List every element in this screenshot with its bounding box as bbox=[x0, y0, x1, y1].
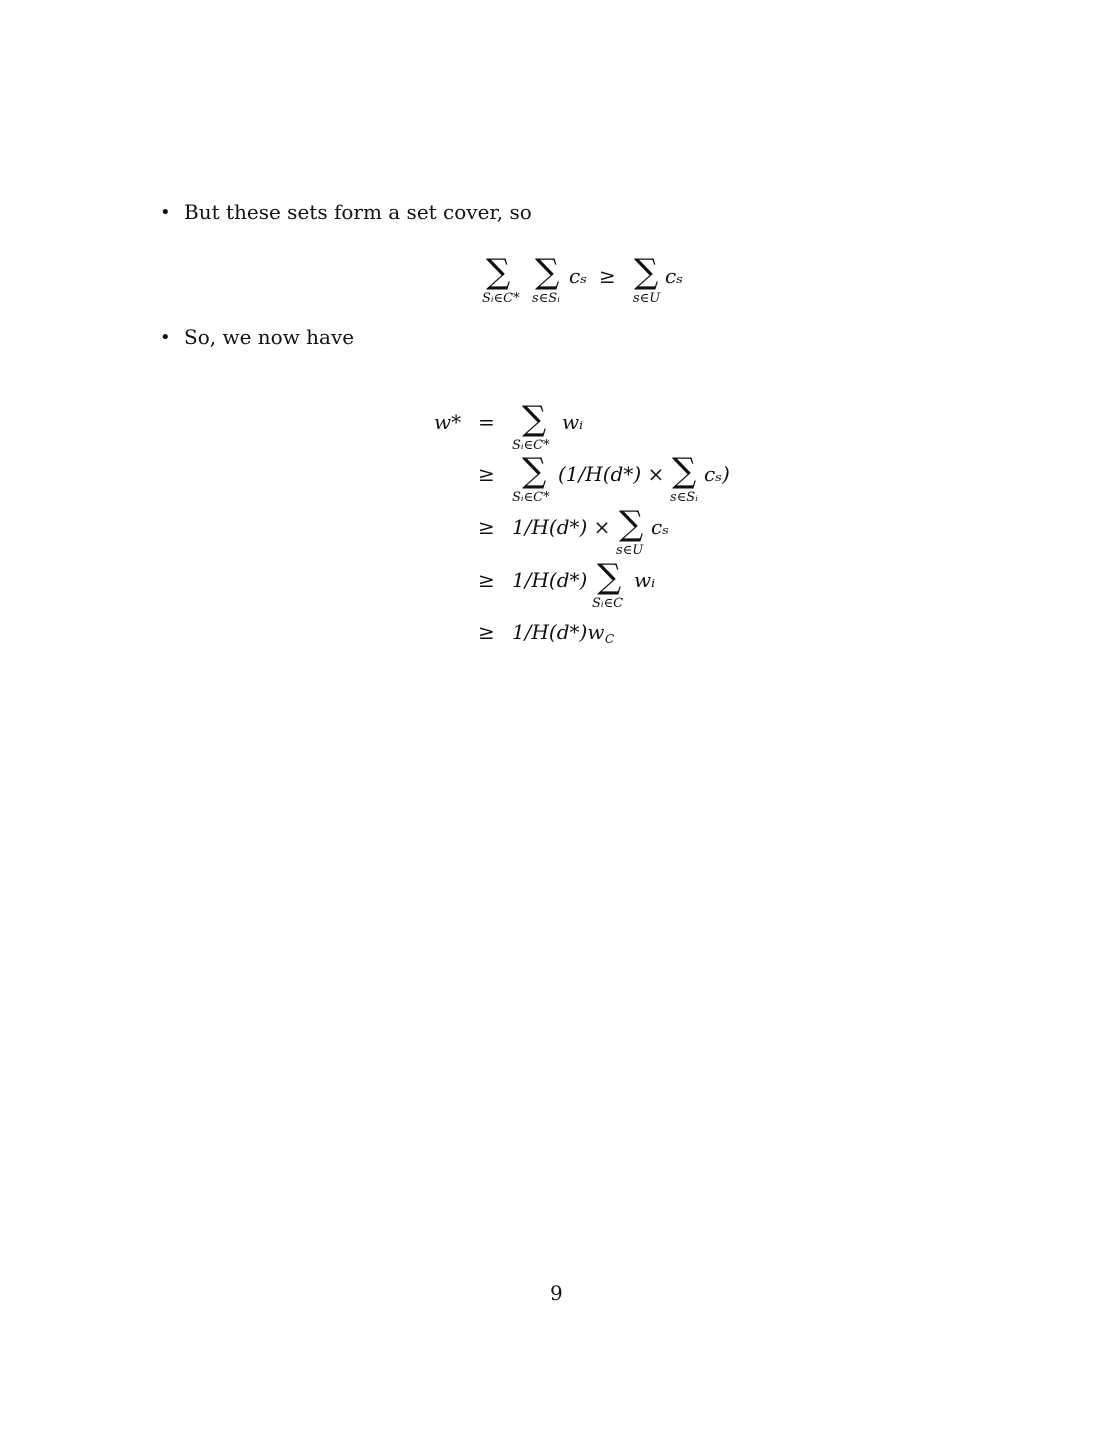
sum-subscript: s∈Sᵢ bbox=[532, 291, 560, 306]
bullet-text: But these sets form a set cover, so bbox=[184, 200, 532, 224]
relation-symbol: = bbox=[478, 410, 495, 434]
lhs-weight: w* bbox=[434, 410, 462, 434]
weight-subscript: C bbox=[605, 632, 615, 646]
sum-symbol: ∑ bbox=[634, 252, 659, 292]
sum-symbol: ∑ bbox=[535, 252, 560, 292]
relation-symbol: ≥ bbox=[478, 515, 495, 539]
cost-term: cₛ bbox=[665, 264, 683, 288]
relation-symbol: ≥ bbox=[478, 620, 495, 644]
bullet-marker: • bbox=[160, 202, 171, 223]
bullet-text: So, we now have bbox=[184, 325, 355, 349]
sum-subscript: s∈U bbox=[633, 291, 661, 306]
weight-term: wᵢ bbox=[562, 410, 584, 434]
sum-subscript: Sᵢ∈C* bbox=[512, 490, 550, 505]
cost-term: cₛ bbox=[651, 515, 669, 539]
page-number: 9 bbox=[550, 1281, 563, 1305]
sum-subscript: Sᵢ∈C* bbox=[482, 291, 520, 306]
harmonic-factor: (1/H(d*) × bbox=[558, 462, 665, 486]
relation-symbol: ≥ bbox=[478, 462, 495, 486]
bullet-marker: • bbox=[160, 327, 171, 348]
harmonic-factor: 1/H(d*) × bbox=[512, 515, 611, 539]
sum-subscript: s∈Sᵢ bbox=[670, 490, 698, 505]
cost-term: cₛ) bbox=[704, 462, 730, 486]
cost-term: cₛ bbox=[569, 264, 587, 288]
weight-derivation bbox=[430, 400, 750, 650]
sum-symbol: ∑ bbox=[486, 252, 511, 292]
harmonic-factor: 1/H(d*)w bbox=[512, 620, 605, 644]
weight-term: wᵢ bbox=[634, 568, 656, 592]
sum-subscript: s∈U bbox=[616, 543, 644, 558]
sum-symbol: ∑ bbox=[597, 557, 622, 597]
sum-symbol: ∑ bbox=[672, 451, 697, 491]
set-cover-inequality bbox=[482, 252, 692, 315]
harmonic-factor: 1/H(d*) bbox=[512, 568, 588, 592]
sum-symbol: ∑ bbox=[522, 451, 547, 491]
relation-symbol: ≥ bbox=[478, 568, 495, 592]
sum-symbol: ∑ bbox=[619, 504, 644, 544]
sum-subscript: Sᵢ∈C* bbox=[512, 438, 550, 453]
relation-symbol: ≥ bbox=[599, 264, 616, 288]
sum-subscript: Sᵢ∈C bbox=[592, 596, 624, 611]
sum-symbol: ∑ bbox=[522, 399, 547, 439]
